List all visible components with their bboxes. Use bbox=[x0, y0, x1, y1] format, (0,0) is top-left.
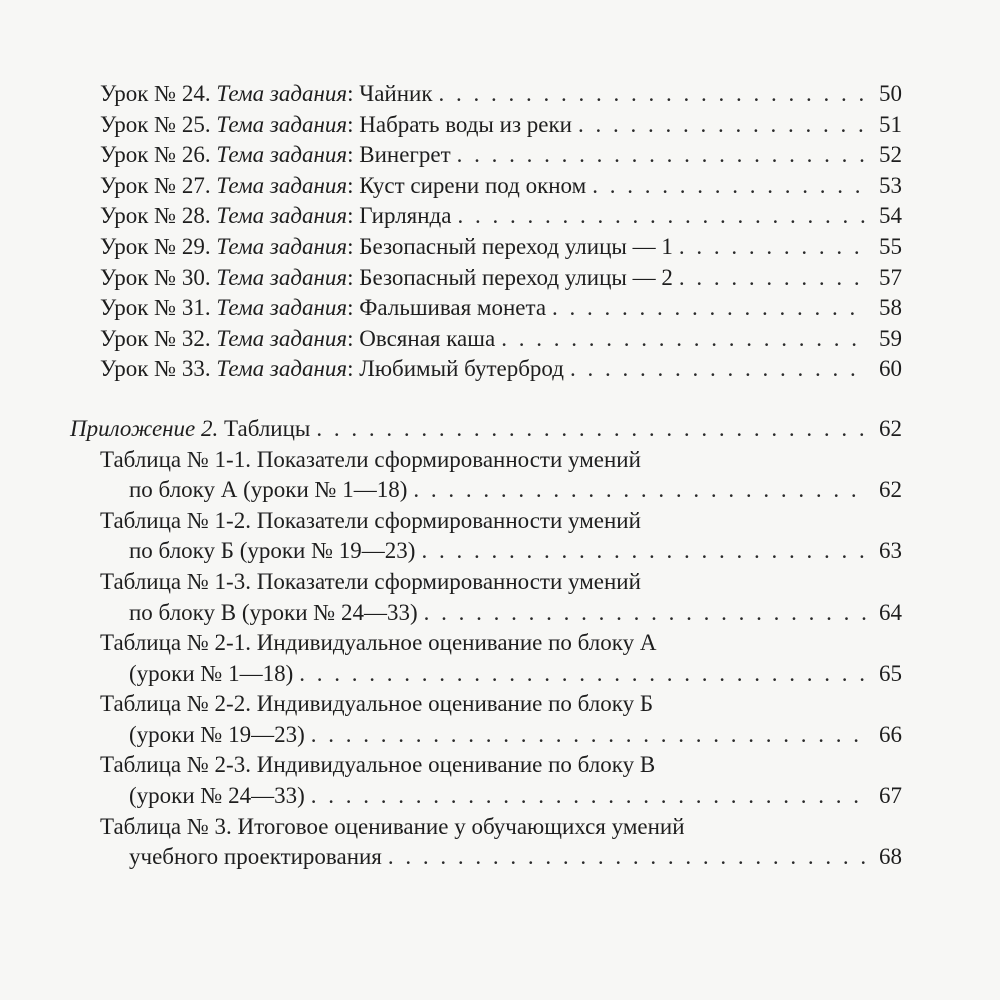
dot-leader bbox=[578, 110, 868, 141]
page-number: 68 bbox=[879, 844, 902, 870]
lesson-number: Урок № 24. bbox=[100, 81, 217, 106]
lesson-number: Урок № 26. bbox=[100, 142, 217, 168]
lesson-number: Урок № 33. bbox=[100, 356, 217, 382]
toc-entry-table-1-3 bbox=[70, 567, 902, 598]
table-title: Таблица № 2-2. Индивидуальное оценивание по блоку Б bbox=[100, 691, 654, 717]
section-gap bbox=[70, 385, 902, 414]
topic-label: Тема задания bbox=[216, 295, 348, 321]
lesson-number: Урок № 29. bbox=[100, 233, 217, 259]
topic-label: Тема задания bbox=[216, 356, 348, 382]
page-number: 59 bbox=[879, 325, 902, 351]
colon: : bbox=[347, 295, 360, 321]
toc-entry-lesson-31 bbox=[70, 293, 902, 324]
lesson-number: Урок № 28. bbox=[100, 203, 217, 229]
lesson-title: Безопасный переход улицы — 2 bbox=[359, 264, 673, 290]
lesson-number: Урок № 31. bbox=[100, 295, 217, 321]
table-title: Таблица № 2-1. Индивидуальное оценивание по блоку А bbox=[100, 630, 657, 656]
lesson-number: Урок № 25. bbox=[100, 111, 217, 137]
page-number: 50 bbox=[879, 81, 902, 106]
dot-leader bbox=[413, 475, 868, 506]
page-number: 64 bbox=[879, 599, 902, 625]
colon: : bbox=[347, 142, 360, 168]
page-number: 62 bbox=[879, 415, 902, 441]
topic-label: Тема задания bbox=[216, 172, 348, 198]
dot-leader bbox=[592, 171, 868, 202]
page-number: 54 bbox=[879, 203, 902, 229]
appendix-title: Таблицы bbox=[218, 415, 311, 441]
topic-label: Тема задания bbox=[216, 142, 348, 168]
dot-leader bbox=[424, 598, 868, 629]
toc-entry-table-2-1-cont bbox=[70, 659, 902, 690]
lesson-number: Урок № 27. bbox=[100, 172, 217, 198]
toc-entry-table-2-3 bbox=[70, 750, 902, 781]
toc-entry-table-1-1-cont bbox=[70, 475, 902, 506]
toc-entry-lesson-26 bbox=[70, 140, 902, 171]
dot-leader bbox=[311, 781, 868, 812]
page-number: 65 bbox=[879, 660, 902, 686]
colon: : bbox=[347, 111, 360, 137]
table-title-cont: (уроки № 19—23) bbox=[129, 721, 305, 747]
table-title: Таблица № 1-3. Показатели сформированности умений bbox=[100, 568, 641, 594]
page-number: 66 bbox=[879, 721, 902, 747]
table-title: Таблица № 3. Итоговое оценивание у обучающихся умений bbox=[100, 813, 685, 839]
topic-label: Тема задания bbox=[216, 81, 348, 106]
colon: : bbox=[347, 172, 360, 198]
page-number: 53 bbox=[879, 172, 902, 198]
toc-entry-table-1-3-cont bbox=[70, 598, 902, 629]
page-number: 55 bbox=[879, 233, 902, 259]
table-title: Таблица № 1-2. Показатели сформированности умений bbox=[100, 507, 641, 533]
dot-leader bbox=[457, 140, 868, 171]
colon: : bbox=[347, 81, 360, 106]
dot-leader bbox=[570, 354, 868, 385]
table-title: Таблица № 1-1. Показатели сформированности умений bbox=[100, 446, 641, 472]
colon: : bbox=[347, 264, 360, 290]
page-number: 57 bbox=[879, 264, 902, 290]
topic-label: Тема задания bbox=[216, 203, 348, 229]
colon: : bbox=[347, 203, 360, 229]
table-title-cont: по блоку А (уроки № 1—18) bbox=[129, 477, 408, 503]
dot-leader bbox=[311, 720, 868, 751]
toc-entry-table-2-2-cont bbox=[70, 720, 902, 751]
dot-leader bbox=[439, 79, 868, 110]
lesson-title: Винегрет bbox=[359, 142, 451, 168]
lesson-number: Урок № 30. bbox=[100, 264, 217, 290]
dot-leader bbox=[552, 293, 868, 324]
toc-entry-lesson-25 bbox=[70, 110, 902, 141]
page-number: 63 bbox=[879, 538, 902, 564]
lesson-title: Любимый бутерброд bbox=[359, 356, 564, 382]
toc-entry-table-3-cont bbox=[70, 842, 902, 873]
table-title-cont: учебного проектирования bbox=[129, 844, 382, 870]
toc-entry-lesson-28 bbox=[70, 201, 902, 232]
lesson-title: Куст сирени под окном bbox=[359, 172, 587, 198]
toc-entry-table-1-2 bbox=[70, 506, 902, 537]
lesson-title: Безопасный переход улицы — 1 bbox=[359, 233, 673, 259]
dot-leader bbox=[501, 324, 868, 355]
toc-entry-lesson-27 bbox=[70, 171, 902, 202]
page-number: 67 bbox=[879, 783, 902, 809]
table-title: Таблица № 2-3. Индивидуальное оценивание по блоку В bbox=[100, 752, 656, 778]
topic-label: Тема задания bbox=[216, 325, 348, 351]
dot-leader bbox=[299, 659, 868, 690]
toc-entry-table-2-3-cont bbox=[70, 781, 902, 812]
lesson-title: Фальшивая монета bbox=[359, 295, 547, 321]
lesson-title: Набрать воды из реки bbox=[359, 111, 572, 137]
colon: : bbox=[347, 356, 360, 382]
toc-entry-table-1-1 bbox=[70, 445, 902, 476]
dot-leader bbox=[421, 536, 868, 567]
dot-leader bbox=[316, 414, 868, 445]
toc-entry-lesson-32 bbox=[70, 324, 902, 355]
toc-entry-lesson-24 bbox=[70, 79, 902, 110]
lesson-title: Овсяная каша bbox=[359, 325, 496, 351]
toc-entry-table-1-2-cont bbox=[70, 536, 902, 567]
colon: : bbox=[347, 233, 360, 259]
page-number: 62 bbox=[879, 477, 902, 503]
toc-entry-lesson-29 bbox=[70, 232, 902, 263]
dot-leader bbox=[679, 232, 868, 263]
toc-entry-lesson-33 bbox=[70, 354, 902, 385]
table-title-cont: по блоку В (уроки № 24—33) bbox=[129, 599, 418, 625]
toc-entry-table-2-1 bbox=[70, 628, 902, 659]
lesson-title: Чайник bbox=[359, 81, 433, 106]
toc-entry-table-2-2 bbox=[70, 689, 902, 720]
dot-leader bbox=[388, 842, 868, 873]
table-title-cont: по блоку Б (уроки № 19—23) bbox=[129, 538, 416, 564]
table-title-cont: (уроки № 1—18) bbox=[129, 660, 294, 686]
page-number: 52 bbox=[879, 142, 902, 168]
topic-label: Тема задания bbox=[216, 111, 348, 137]
page-number: 51 bbox=[879, 111, 902, 137]
toc-entry-appendix-2 bbox=[70, 414, 902, 445]
dot-leader bbox=[679, 263, 868, 294]
page-number: 58 bbox=[879, 295, 902, 321]
topic-label: Тема задания bbox=[216, 264, 348, 290]
table-of-contents bbox=[70, 79, 902, 873]
dot-leader bbox=[457, 201, 868, 232]
toc-entry-lesson-30 bbox=[70, 263, 902, 294]
topic-label: Тема задания bbox=[216, 233, 348, 259]
lesson-number: Урок № 32. bbox=[100, 325, 217, 351]
toc-entry-table-3 bbox=[70, 812, 902, 843]
page-number: 60 bbox=[879, 356, 902, 382]
appendix-label: Приложение 2. bbox=[70, 415, 219, 441]
colon: : bbox=[347, 325, 360, 351]
table-title-cont: (уроки № 24—33) bbox=[129, 783, 305, 809]
lesson-title: Гирлянда bbox=[359, 203, 452, 229]
